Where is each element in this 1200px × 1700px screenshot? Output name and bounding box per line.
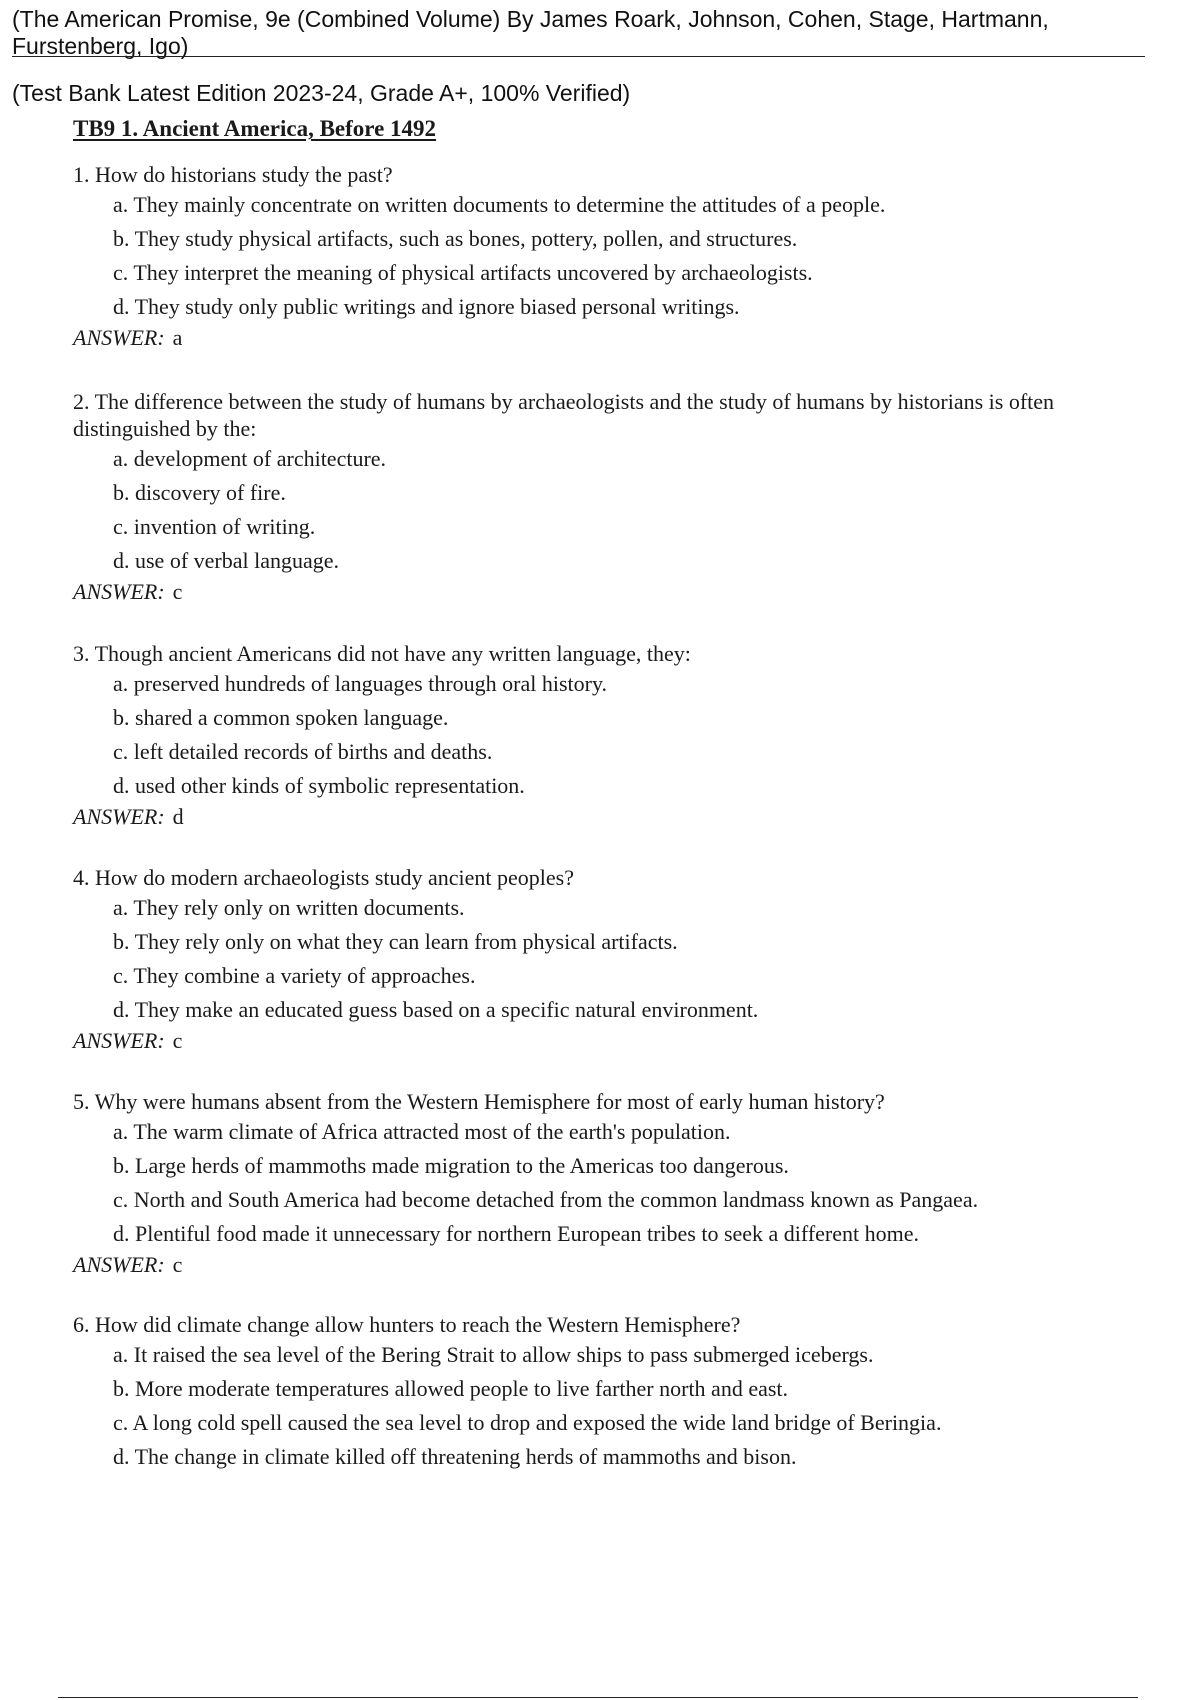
option-d: d. used other kinds of symbolic representation. — [113, 773, 525, 798]
option-c: c. A long cold spell caused the sea level to drop and exposed the wide land bridge of Beringia. — [113, 1410, 942, 1435]
options-list — [73, 442, 1163, 578]
options-list — [73, 1115, 1163, 1251]
question-block — [73, 864, 1163, 1055]
option-a: a. It raised the sea level of the Bering Strait to allow ships to pass submerged icebergs. — [113, 1342, 874, 1367]
question-block — [73, 1311, 1163, 1474]
answer-value: a — [172, 325, 183, 350]
question-block — [73, 161, 1163, 352]
options-list — [73, 188, 1163, 324]
answer-label: ANSWER: — [73, 1028, 165, 1053]
option-d: d. They study only public writings and ignore biased personal writings. — [113, 294, 740, 319]
option-b: b. Large herds of mammoths made migration to the Americas too dangerous. — [113, 1153, 789, 1178]
answer-label: ANSWER: — [73, 1252, 165, 1277]
answer-value: c — [172, 1028, 183, 1053]
option-d: d. use of verbal language. — [113, 548, 340, 573]
option-b: b. They study physical artifacts, such as bones, pottery, pollen, and structures. — [113, 226, 798, 251]
question-stem: 3. Though ancient Americans did not have any written language, they: — [73, 641, 691, 666]
option-c: c. invention of writing. — [113, 514, 316, 539]
option-b: b. More moderate temperatures allowed people to live farther north and east. — [113, 1376, 789, 1401]
answer-line — [73, 1027, 1163, 1055]
option-a: a. The warm climate of Africa attracted most of the earth's population. — [113, 1119, 731, 1144]
option-b: b. shared a common spoken language. — [113, 705, 449, 730]
answer-line — [73, 803, 1163, 831]
option-c: c. left detailed records of births and deaths. — [113, 739, 493, 764]
answer-label: ANSWER: — [73, 804, 165, 829]
header-line-3: (Test Bank Latest Edition 2023-24, Grade A+, 100% Verified) — [12, 80, 631, 106]
question-stem: 1. How do historians study the past? — [73, 162, 393, 187]
answer-line — [73, 324, 1163, 352]
option-a: a. They rely only on written documents. — [113, 895, 465, 920]
question-block — [73, 640, 1163, 831]
footer-divider — [58, 1697, 1138, 1698]
options-list — [73, 1338, 1163, 1474]
options-list — [73, 667, 1163, 803]
option-b: b. They rely only on what they can learn from physical artifacts. — [113, 929, 678, 954]
option-d: d. The change in climate killed off threatening herds of mammoths and bison. — [113, 1444, 797, 1469]
option-c: c. They interpret the meaning of physical artifacts uncovered by archaeologists. — [113, 260, 813, 285]
question-stem: 5. Why were humans absent from the Western Hemisphere for most of early human history? — [73, 1089, 885, 1114]
option-b: b. discovery of fire. — [113, 480, 286, 505]
answer-value: c — [172, 1252, 183, 1277]
option-c: c. They combine a variety of approaches. — [113, 963, 476, 988]
question-block — [73, 1088, 1163, 1279]
header-line-2: Furstenberg, Igo) — [12, 33, 189, 59]
options-list — [73, 891, 1163, 1027]
answer-line — [73, 1251, 1163, 1279]
answer-value: c — [172, 579, 183, 604]
answer-label: ANSWER: — [73, 325, 165, 350]
question-stem: 6. How did climate change allow hunters to reach the Western Hemisphere? — [73, 1312, 741, 1337]
answer-value: d — [172, 804, 184, 829]
header-divider — [12, 56, 1145, 57]
question-stem: 4. How do modern archaeologists study ancient peoples? — [73, 865, 574, 890]
section-title: TB9 1. Ancient America, Before 1492 — [73, 116, 437, 141]
question-stem: 2. The difference between the study of humans by archaeologists and the study of humans by historians is often distinguished by the: — [73, 389, 1055, 441]
option-c: c. North and South America had become detached from the common landmass known as Pangaea. — [113, 1187, 979, 1212]
option-a: a. development of architecture. — [113, 446, 387, 471]
option-d: d. Plentiful food made it unnecessary for northern European tribes to seek a different home. — [113, 1221, 920, 1246]
answer-label: ANSWER: — [73, 579, 165, 604]
option-a: a. They mainly concentrate on written documents to determine the attitudes of a people. — [113, 192, 886, 217]
question-block — [73, 388, 1163, 606]
header-line-1: (The American Promise, 9e (Combined Volume) By James Roark, Johnson, Cohen, Stage, Hartmann, — [12, 6, 1049, 32]
option-d: d. They make an educated guess based on a specific natural environment. — [113, 997, 759, 1022]
option-a: a. preserved hundreds of languages through oral history. — [113, 671, 608, 696]
answer-line — [73, 578, 1163, 606]
